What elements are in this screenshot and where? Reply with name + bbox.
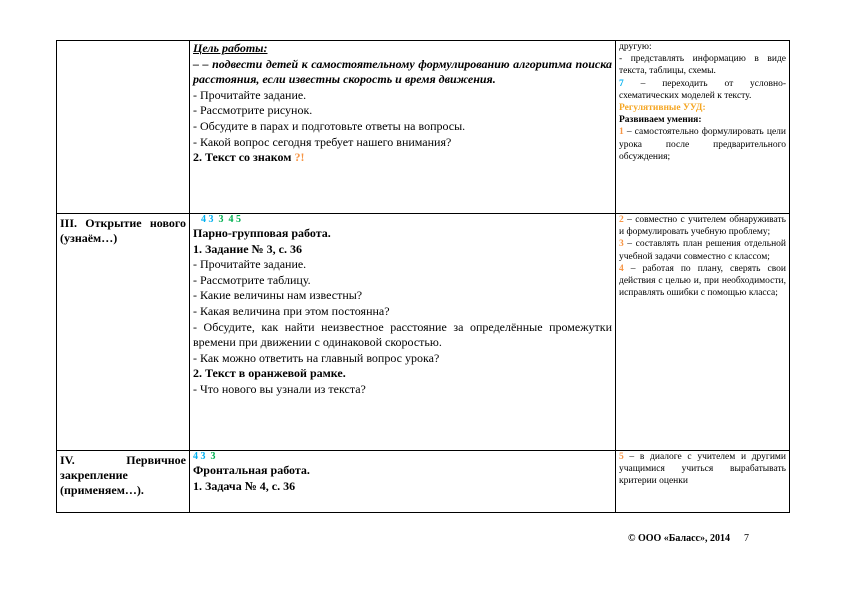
stage-cell — [57, 41, 190, 214]
list-item: - Прочитайте задание. — [193, 87, 307, 102]
table-row — [57, 451, 790, 513]
skill-text: – совместно с учителем обнаруживать и формулировать учебную проблему; — [619, 215, 786, 238]
skill-numbers — [193, 214, 612, 226]
skill-number: 4 — [619, 263, 624, 274]
page-number: 7 — [744, 533, 749, 544]
question-exclamation-mark: ?! — [294, 150, 305, 165]
skill-text: – переходить от условно-схематических моделей к тексту. — [619, 78, 786, 101]
uud-text — [619, 78, 786, 102]
uud-text — [619, 214, 786, 238]
lesson-plan-table — [56, 40, 790, 513]
skill-number: 5 — [619, 452, 624, 462]
list-item: - Прочитайте задание. — [193, 257, 307, 272]
table-row — [57, 214, 790, 451]
skill-number: 4 — [193, 451, 198, 462]
list-item: - Какой вопрос сегодня требует нашего внимания? — [193, 134, 452, 149]
content-cell — [190, 41, 616, 214]
list-item: - Какая величина при этом постоянна? — [193, 303, 390, 318]
list-item: - Как можно ответить на главный вопрос урока? — [193, 350, 440, 365]
content-cell — [190, 214, 616, 451]
skill-numbers — [193, 451, 612, 463]
skill-text: – самостоятельно формулировать цели урока после предварительного обсуждения; — [619, 127, 786, 162]
skill-number: 7 — [619, 78, 624, 89]
uud-text — [619, 238, 786, 262]
list-item: - Рассмотрите таблицу. — [193, 272, 311, 287]
develop-skills-label: Развиваем умения: — [619, 115, 702, 126]
task-heading: 1. Задача № 4, с. 36 — [193, 478, 296, 493]
skill-number: 3 — [210, 451, 216, 462]
list-item: - Рассмотрите рисунок. — [193, 103, 313, 118]
skill-number: 3 — [200, 451, 206, 462]
skill-number: 3 — [218, 214, 224, 225]
list-item: - Какие величины нам известны? — [193, 288, 363, 303]
stage-cell: III. Открытие нового (узнаём…) — [57, 214, 190, 451]
skill-text: – составлять план решения отдельной учебной задачи совместно с классом; — [619, 239, 786, 262]
task-heading-text: 2. Текст со знаком — [193, 150, 295, 165]
task-heading: 2. Текст в оранжевой рамке. — [193, 366, 346, 381]
skill-number: 5 — [236, 214, 241, 225]
uud-cell — [616, 41, 790, 214]
page-footer — [628, 533, 749, 544]
list-item: - Обсудите, как найти неизвестное расстояние за определённые промежутки времени при движении с одинаковой скоростью. — [193, 319, 612, 350]
work-type: Фронтальная работа. — [193, 463, 310, 477]
task-heading — [193, 150, 612, 166]
skill-number: 1 — [619, 127, 624, 138]
skill-number: 3 — [208, 214, 214, 225]
uud-text — [619, 263, 786, 300]
regulative-uud-header: Регулятивные УУД: — [619, 103, 706, 114]
uud-cell — [616, 214, 790, 451]
uud-text — [619, 126, 786, 163]
uud-cell — [616, 451, 790, 513]
uud-text — [619, 451, 786, 488]
skill-text: – работая по плану, сверять свои действия с целью и, при необходимости, исправлять ошибки с помощью класса; — [619, 263, 786, 299]
skill-number: 2 — [619, 215, 624, 225]
list-item: - Что нового вы узнали из текста? — [193, 381, 366, 396]
uud-text: другую: — [619, 42, 652, 52]
list-item: - Обсудите в парах и подготовьте ответы на вопросы. — [193, 118, 466, 133]
goal-text: – – подвести детей к самостоятельному формулированию алгоритма поиска расстояния, если известны скорость и время движения. — [193, 56, 612, 87]
skill-text: – в диалоге с учителем и другими учащимися учиться вырабатывать критерии оценки — [619, 452, 786, 487]
content-cell — [190, 451, 616, 513]
stage-cell: IV. Первичное закрепление (применяем…). — [57, 451, 190, 513]
skill-number: 4 — [201, 214, 206, 225]
copyright: © ООО «Баласс», 2014 — [628, 533, 730, 544]
skill-number: 3 — [619, 239, 624, 250]
goal-title: Цель работы: — [193, 41, 268, 55]
task-heading: 1. Задание № 3, с. 36 — [193, 241, 302, 256]
skill-number: 4 — [228, 214, 234, 225]
uud-text: - представлять информацию в виде текста, таблицы, схемы. — [619, 54, 786, 77]
work-type: Парно-групповая работа. — [193, 226, 331, 240]
table-row — [57, 41, 790, 214]
